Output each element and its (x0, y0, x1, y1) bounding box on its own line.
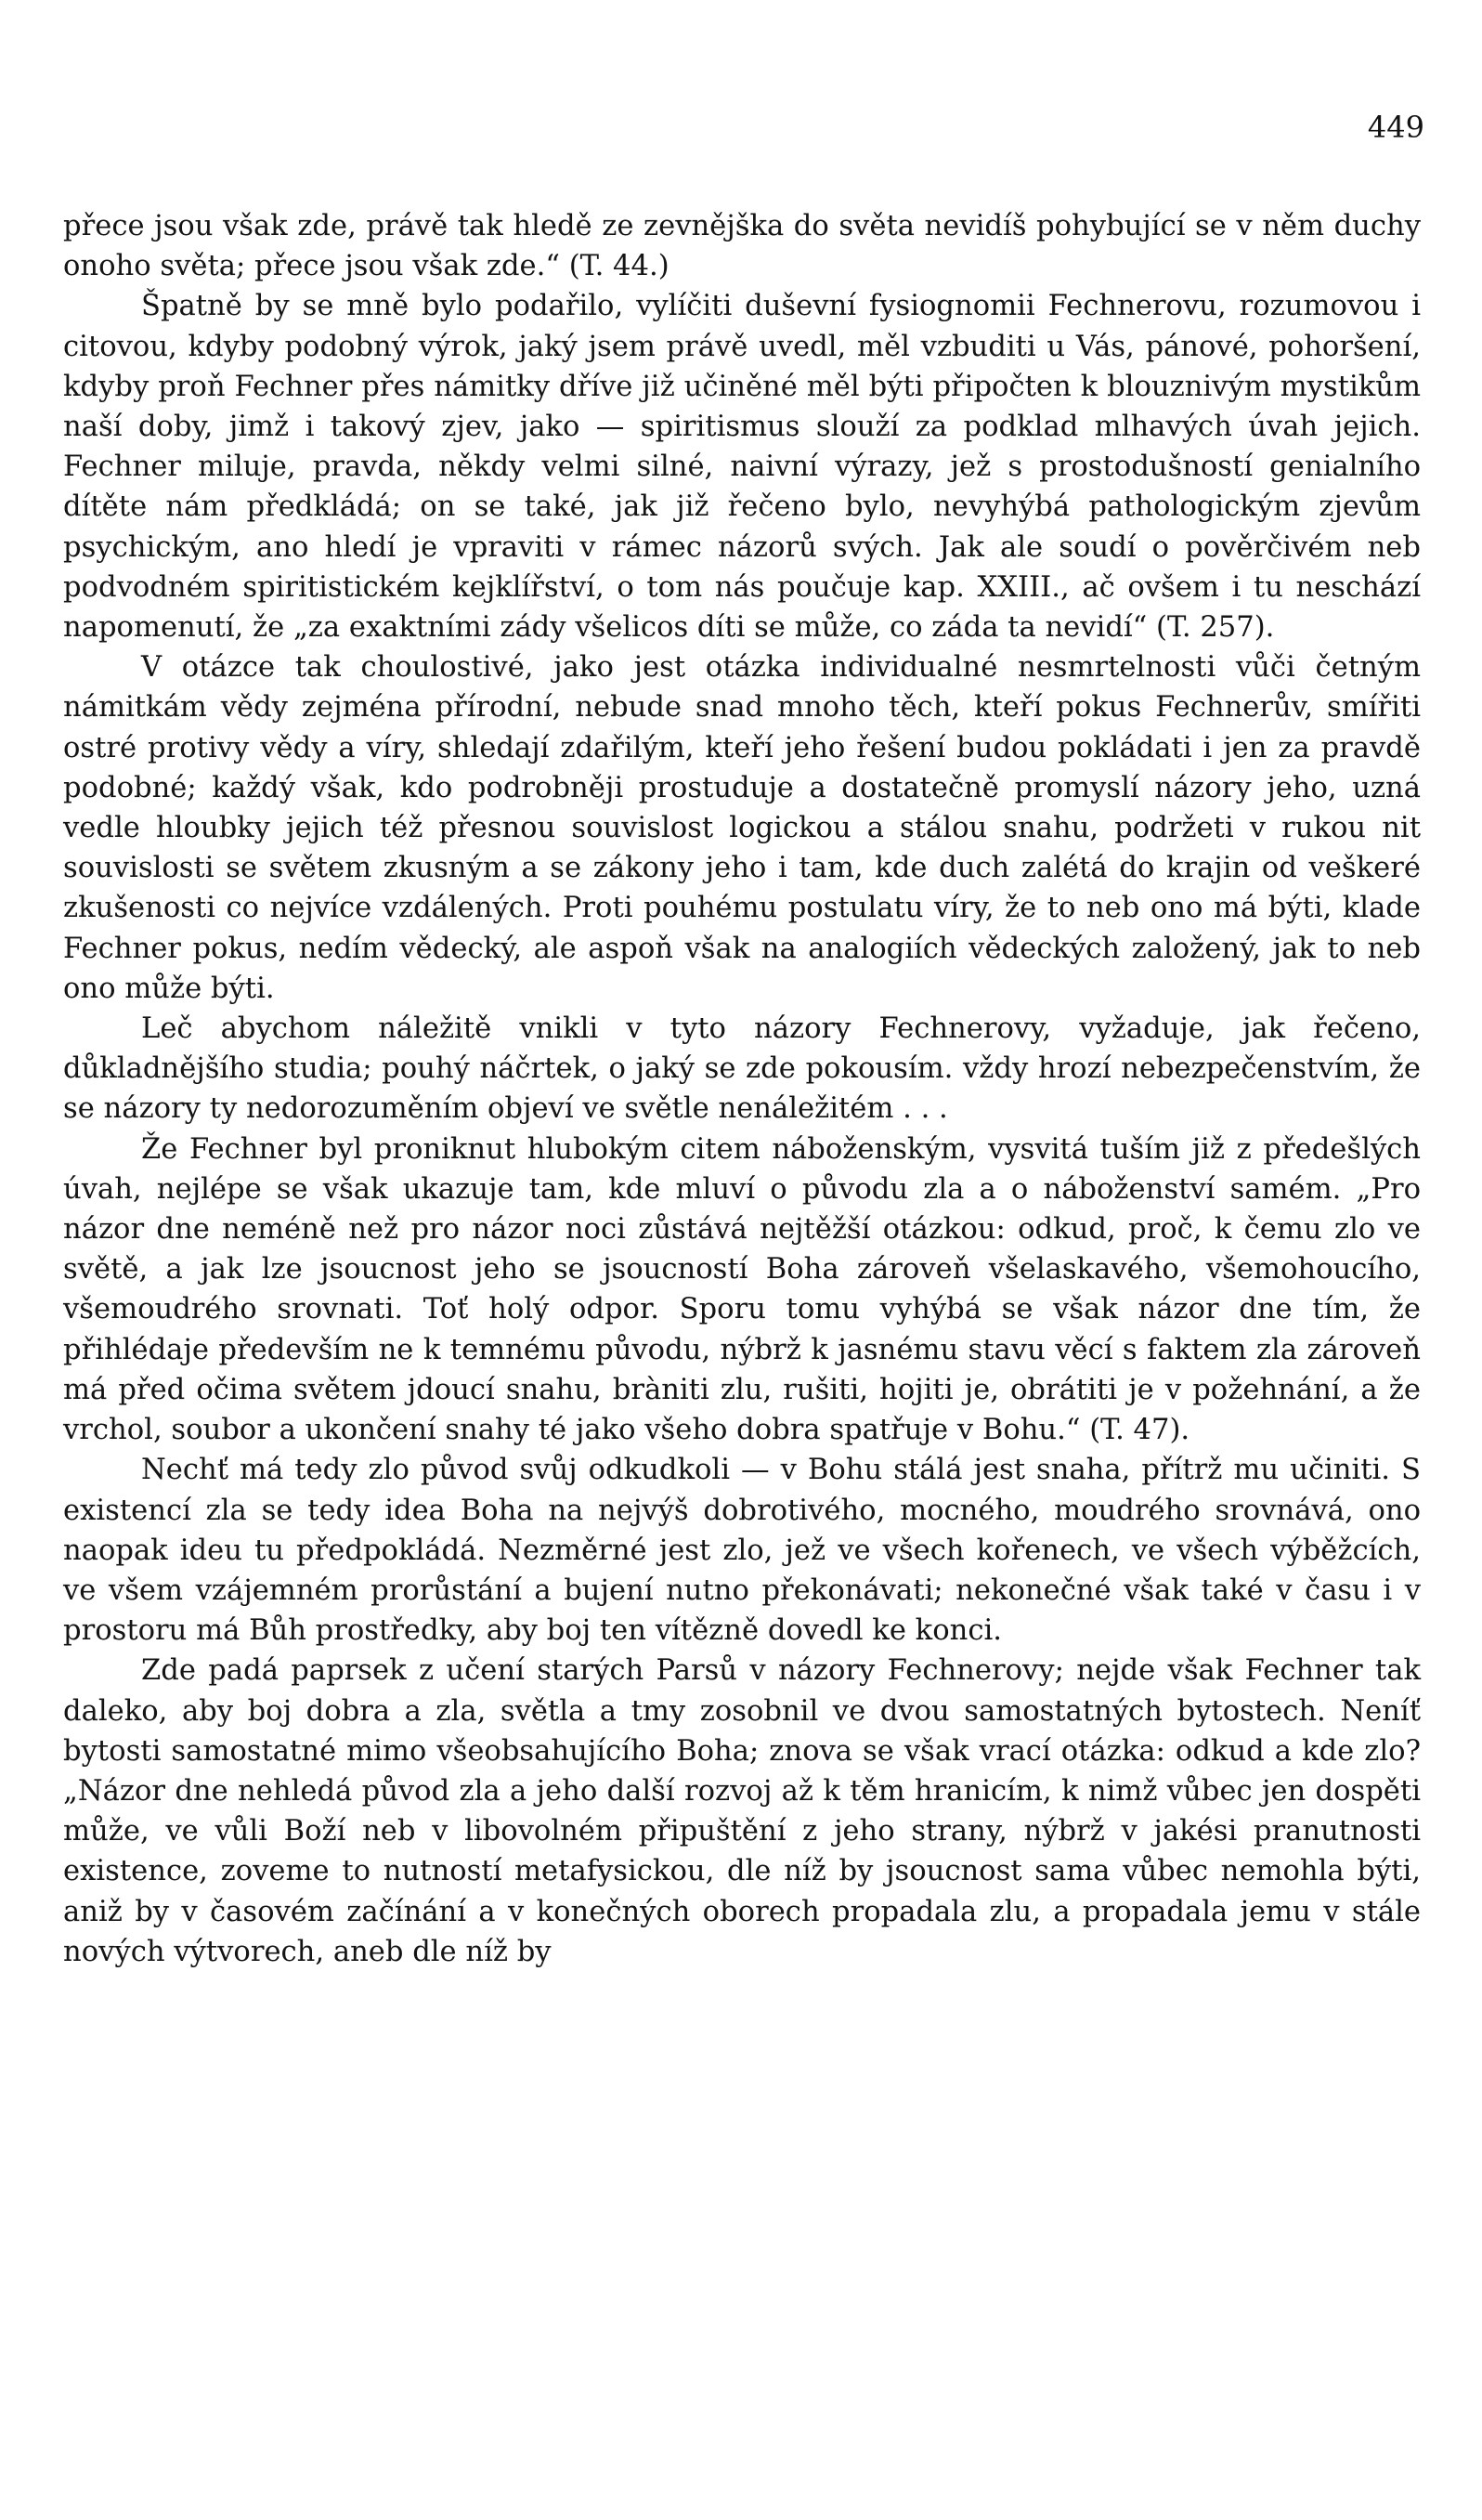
paragraph-religious-feeling: Že Fechner byl proniknut hlubokým citem náboženským, vysvitá tuším již z předešlých úvah, nejlépe se však ukazuje tam, kde mluví o původu zla a o náboženství samém. „Pro názor dne neméně než pro názor noci zůstává nejtěžší otázkou: odkud, proč, k čemu zlo ve světě, a jak lze jsoucnost jeho se jsoucností Boha zároveň všelaskavého, všemohoucího, všemoudrého srovnati. Toť holý odpor. Sporu tomu vyhýbá se však názor dne tím, že přihlédaje především ne k temnému původu, nýbrž k jasnému stavu věcí s faktem zla zároveň má před očima světem jdoucí snahu, bràniti zlu, rušiti, hojiti je, obrátiti je v požehnání, a že vrchol, soubor a ukončení snahy té jako všeho dobra spatřuje v Bohu.“ (T. 47). (63, 1132, 1421, 1447)
paragraph-deeper-study: Leč abychom náležitě vnikli v tyto názory Fechnerovy, vyžaduje, jak řečeno, důkladnějšího studia; pouhý náčrtek, o jaký se zde pokousím. vždy hrozí nebezpečenstvím, že se názory ty nedorozuměním objeví ve světle nenáležitém . . . (63, 1012, 1421, 1126)
paragraph-fechner-mysticism: Špatně by se mně bylo podařilo, vylíčiti duševní fysiognomii Fechnerovu, rozumovou i citovou, kdyby podobný výrok, jaký jsem právě uvedl, měl vzbuditi u Vás, pánové, pohoršení, kdyby proň Fechner přes námitky dříve již učiněné měl býti připočten k blouznivým mystikům naší doby, jimž i takový zjev, jako — spiritismus slouží za podklad mlhavých úvah jejich. Fechner miluje, pravda, někdy velmi silné, naivní výrazy, jež s prostodušností genialního dítěte nám předkládá; on se také, jak již řečeno bylo, nevyhýbá pathologickým zjevům psychickým, ano hledí je vpraviti v rámec názorů svých. Jak ale soudí o pověrčivém neb podvodném spiritistickém kejklířství, o tom nás poučuje kap. XXIII., ač ovšem i tu neschází napomenutí, že „za exaktními zády všelicos díti se může, co záda ta nevidí“ (T. 257). (63, 290, 1421, 645)
paragraph-parsi-teaching: Zde padá paprsek z učení starých Parsů v názory Fechnerovy; nejde však Fechner tak daleko, aby boj dobra a zla, světla a tmy zosobnil ve dvou samostatných bytostech. Neníť bytosti samostatné mimo všeobsahujícího Boha; znova se však vrací otázka: odkud a kde zlo? „Názor dne nehledá původ zla a jeho další rozvoj až k těm hranicím, k nimž vůbec jen dospěti může, ve vůli Boží neb v libovolném připuštění z jeho strany, nýbrž v jakési pranutnosti existence, zoveme to nutností metafysickou, dle níž by jsoucnost sama vůbec nemohla býti, aniž by v časovém začínání a v konečných oborech propadala zlu, a propadala jemu v stále nových výtvorech, aneb dle níž by (63, 1654, 1421, 1968)
page-number: 449 (1367, 110, 1424, 145)
paragraph-origin-of-evil: Nechť má tedy zlo původ svůj odkudkoli — v Bohu stálá jest snaha, přítrž mu učiniti. S existencí zla se tedy idea Boha na nejvýš dobrotivého, mocného, moudrého srovnává, ono naopak ideu tu předpokládá. Nezměrné jest zlo, jež ve všech kořenech, ve všech výběžcích, ve všem vzájemném prorůstání a bujení nutno překonávati; nekonečné však také v času i v prostoru má Bůh prostředky, aby boj ten vítězně dovedl ke konci. (63, 1454, 1421, 1648)
body-text (63, 206, 1421, 1972)
paragraph-continuation: přece jsou však zde, právě tak hledě ze zevnějška do světa nevidíš pohybující se v něm duchy onoho světa; přece jsou však zde.“ (T. 44.) (63, 210, 1421, 283)
paragraph-immortality-question: V otázce tak choulostivé, jako jest otázka individualné nesmrtelnosti vůči četným námitkám vědy zejména přírodní, nebude snad mnoho těch, kteří pokus Fechnerův, smířiti ostré protivy vědy a víry, shledají zdařilým, kteří jeho řešení budou pokládati i jen za pravdě podobné; každý však, kdo podrobněji prostuduje a dostatečně promyslí názory jeho, uzná vedle hloubky jejich též přesnou souvislost logickou a stálou snahu, podržeti v rukou nit souvislosti se světem zkusným a se zákony jeho i tam, kde duch zalétá do krajin od veškeré zkušenosti co nejvíce vzdálených. Proti pouhému postulatu víry, že to neb ono má býti, klade Fechner pokus, nedím vědecký, ale aspoň však na analogiích vědeckých založený, jak to neb ono může býti. (63, 651, 1421, 1005)
